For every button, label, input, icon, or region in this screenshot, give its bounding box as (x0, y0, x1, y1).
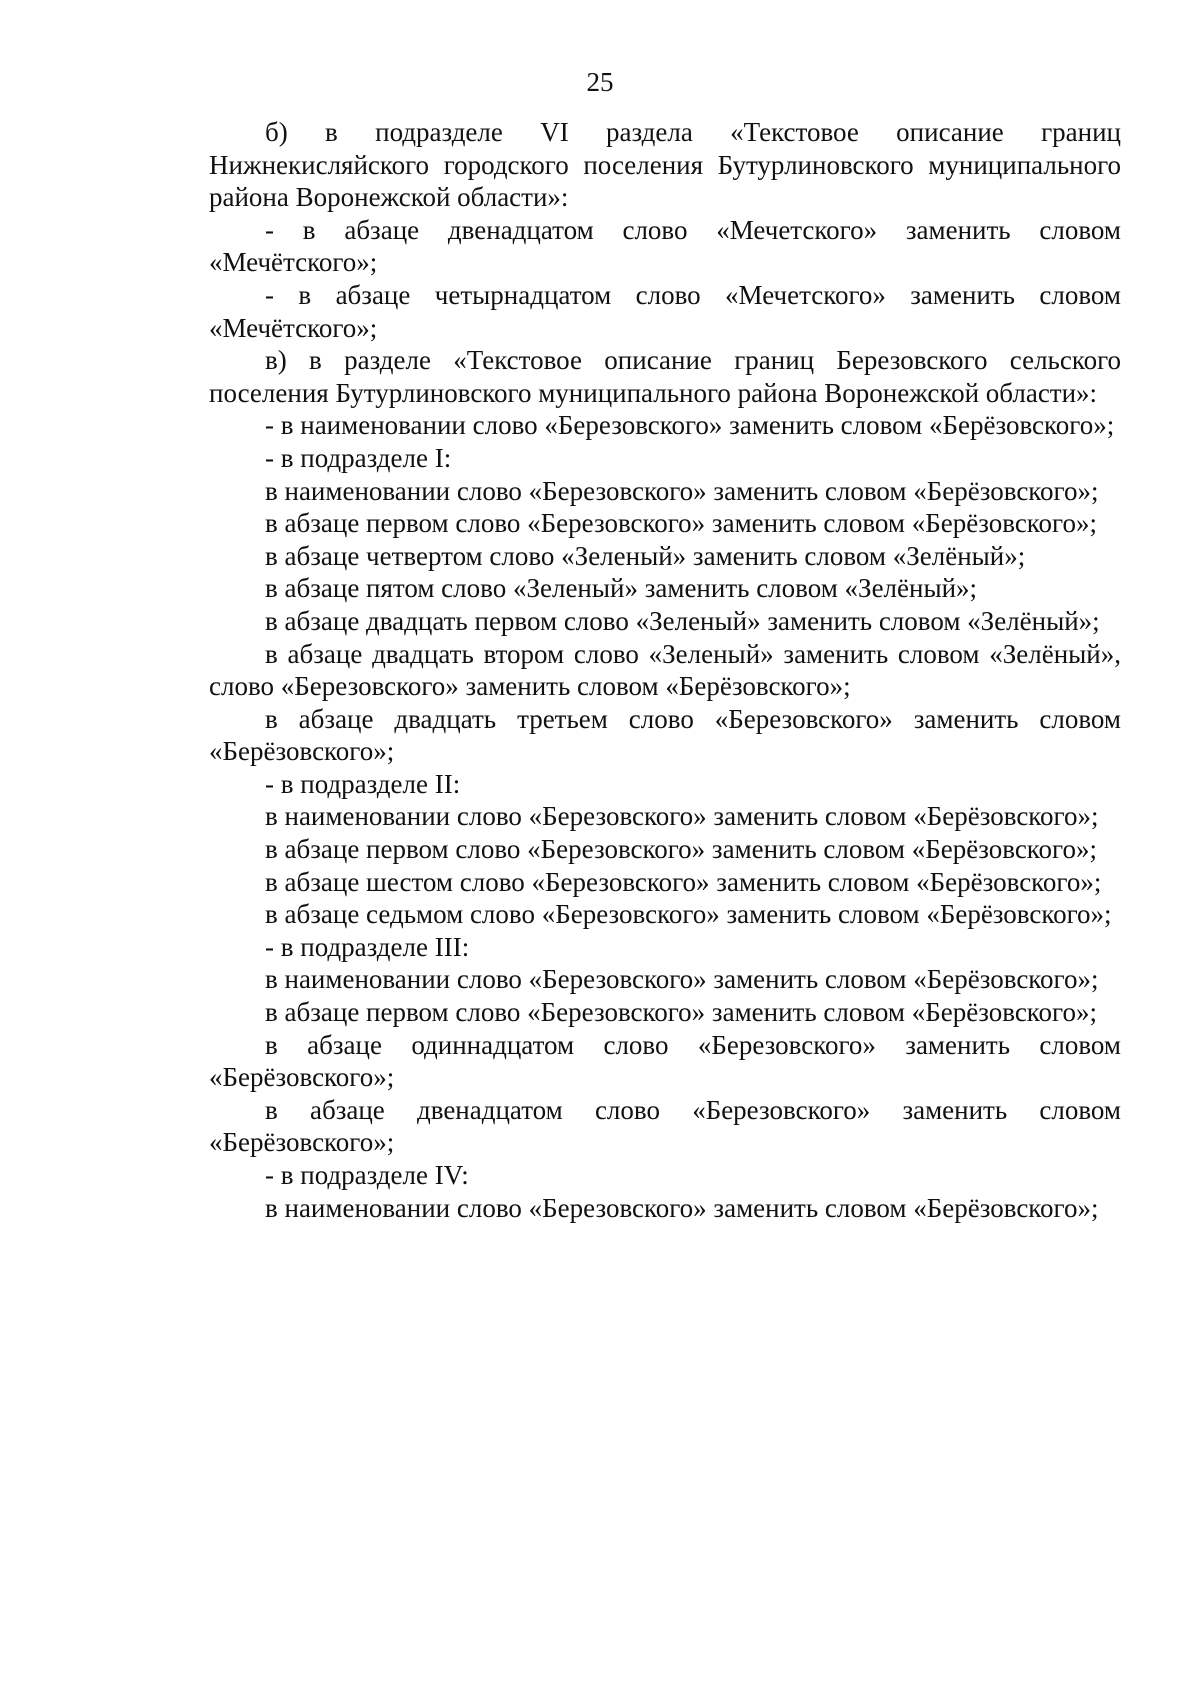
paragraph-16: в абзаце первом слово «Березовского» заменить словом «Берёзовского»; (265, 834, 1097, 865)
paragraph-15: в наименовании слово «Березовского» заменить словом «Берёзовского»; (265, 801, 1099, 832)
paragraph-20: в наименовании слово «Березовского» заменить словом «Берёзовского»; (265, 964, 1099, 995)
document-body (209, 116, 1121, 1224)
paragraph-5: - в наименовании слово «Березовского» заменить словом «Берёзовского»; (265, 410, 1115, 441)
page-number: 25 (586, 67, 614, 97)
paragraph-8: в абзаце первом слово «Березовского» заменить словом «Берёзовского»; (265, 508, 1097, 539)
paragraph-19: - в подразделе III: (265, 931, 470, 962)
paragraph-17: в абзаце шестом слово «Березовского» заменить словом «Берёзовского»; (265, 866, 1102, 897)
paragraph-21: в абзаце первом слово «Березовского» заменить словом «Берёзовского»; (265, 997, 1097, 1028)
paragraph-10: в абзаце пятом слово «Зеленый» заменить словом «Зелёный»; (265, 573, 978, 604)
paragraph-1: б) в подразделе VI раздела «Текстовое описание границ Нижнекисляйского городского поселения Бутурлиновского муниципального района Воронежской области»: (209, 117, 1121, 213)
paragraph-12: в абзаце двадцать втором слово «Зеленый» заменить словом «Зелёный», слово «Березовского» заменить словом «Берёзовского»; (209, 638, 1121, 702)
paragraph-23: в абзаце двенадцатом слово «Березовского» заменить словом «Берёзовского»; (209, 1094, 1121, 1158)
paragraph-24: - в подразделе IV: (265, 1160, 469, 1190)
paragraph-3: - в абзаце четырнадцатом слово «Мечетского» заменить словом «Мечётского»; (209, 279, 1121, 343)
paragraph-6: - в подразделе I: (265, 442, 452, 473)
paragraph-22: в абзаце одиннадцатом слово «Березовского» заменить словом «Берёзовского»; (209, 1029, 1121, 1093)
paragraph-11: в абзаце двадцать первом слово «Зеленый» заменить словом «Зелёный»; (265, 605, 1100, 636)
paragraph-13: в абзаце двадцать третьем слово «Березовского» заменить словом «Берёзовского»; (209, 703, 1121, 767)
paragraph-25: в наименовании слово «Березовского» заменить словом «Берёзовского»; (265, 1192, 1099, 1223)
paragraph-9: в абзаце четвертом слово «Зеленый» заменить словом «Зелёный»; (265, 540, 1026, 571)
paragraph-4: в) в разделе «Текстовое описание границ Березовского сельского поселения Бутурлиновского муниципального района Воронежской области»: (209, 345, 1121, 408)
paragraph-14: - в подразделе II: (265, 768, 461, 799)
paragraph-2: - в абзаце двенадцатом слово «Мечетского» заменить словом «Мечётского»; (209, 214, 1121, 278)
paragraph-7: в наименовании слово «Березовского» заменить словом «Берёзовского»; (265, 475, 1099, 506)
paragraph-18: в абзаце седьмом слово «Березовского» заменить словом «Берёзовского»; (265, 899, 1112, 930)
